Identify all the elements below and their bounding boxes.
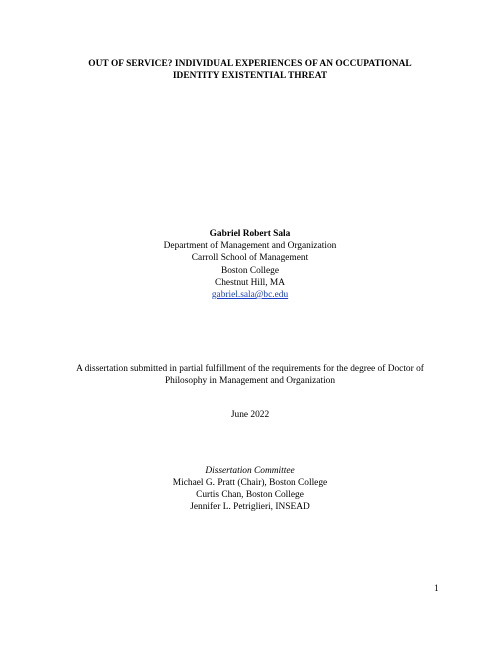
author-email-row [60,289,440,301]
committee-block [60,465,440,513]
dissertation-title [60,59,440,82]
title-line-2: IDENTITY EXISTENTIAL THREAT [172,70,328,81]
author-location: Chestnut Hill, MA [214,277,286,288]
degree-statement [55,363,445,387]
title-line-1: OUT OF SERVICE? INDIVIDUAL EXPERIENCES OF AN OCCUPATIONAL [88,59,412,69]
author-block [60,228,440,301]
author-institution: Boston College [220,265,280,276]
committee-member: Curtis Chan, Boston College [196,490,304,500]
page-number: 1 [434,584,439,594]
committee-heading: Dissertation Committee [205,466,295,476]
author-name: Gabriel Robert Sala [209,229,291,239]
statement-line-1: A dissertation submitted in partial fulfillment of the requirements for the degree of Doctor of [76,364,424,374]
statement-line-2: Philosophy in Management and Organization [164,376,336,386]
submission-date: June 2022 [230,410,270,420]
author-school: Carroll School of Management [191,253,309,264]
author-department: Department of Management and Organization [163,241,337,252]
committee-member: Michael G. Pratt (Chair), Boston College [172,478,328,488]
author-email-link[interactable]: gabriel.sala@bc.edu [211,290,289,301]
committee-member: Jennifer L. Petriglieri, INSEAD [190,502,310,512]
